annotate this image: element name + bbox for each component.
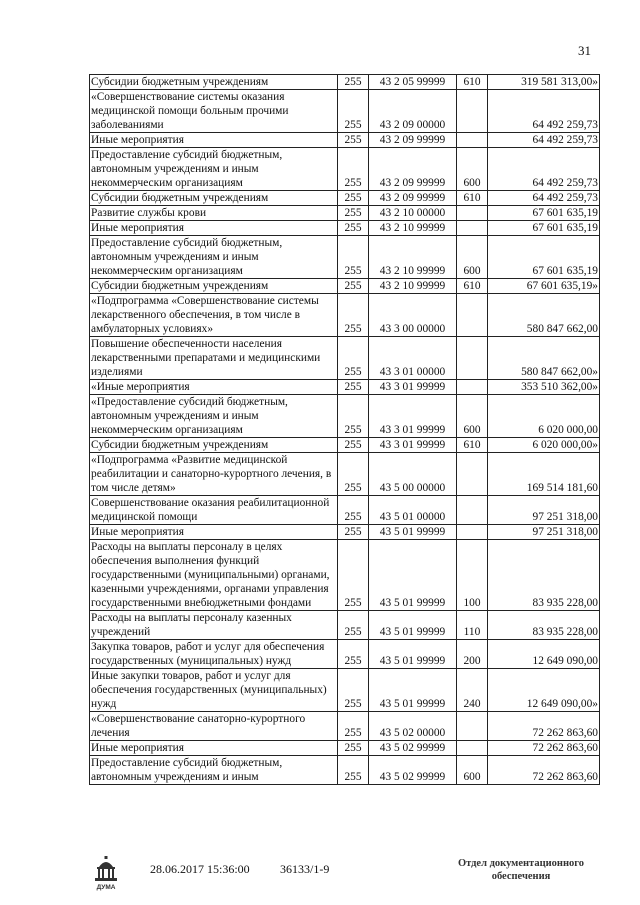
cell-target-code: 43 2 09 00000: [369, 90, 457, 133]
table-row: [90, 525, 600, 540]
cell-ministry-code: 255: [338, 395, 369, 438]
table-row: [90, 395, 600, 438]
cell-target-code: 43 2 09 99999: [369, 191, 457, 206]
cell-name: «Совершенствование системы оказания медицинской помощи больным прочими заболеваниями: [90, 90, 338, 133]
cell-name: Предоставление субсидий бюджетным, автономным учреждениям и иным некоммерческим организациям: [90, 148, 338, 191]
cell-amount: 12 649 090,00: [488, 640, 600, 669]
cell-ministry-code: 255: [338, 640, 369, 669]
stamp-line-2: обеспечения: [491, 871, 551, 882]
cell-expense-type: [457, 496, 488, 525]
cell-ministry-code: 255: [338, 75, 369, 90]
table-row: [90, 221, 600, 236]
cell-target-code: 43 2 09 99999: [369, 148, 457, 191]
stamp-line-1: Отдел документационного: [457, 858, 585, 869]
page-number: 31: [578, 43, 591, 58]
cell-name: «Подпрограмма «Совершенствование системы лекарственного обеспечения, в том числе в амбулаторных условиях»: [90, 294, 338, 337]
cell-ministry-code: 255: [338, 453, 369, 496]
cell-expense-type: 240: [457, 669, 488, 712]
cell-name: Предоставление субсидий бюджетным, автономным учреждениям и иным: [90, 756, 338, 785]
cell-name: Иные мероприятия: [90, 221, 338, 236]
cell-amount: 83 935 228,00: [488, 540, 600, 611]
cell-ministry-code: 255: [338, 148, 369, 191]
table-row: [90, 294, 600, 337]
cell-expense-type: [457, 206, 488, 221]
cell-name: Субсидии бюджетным учреждениям: [90, 191, 338, 206]
cell-ministry-code: 255: [338, 294, 369, 337]
cell-amount: 67 601 635,19»: [488, 279, 600, 294]
cell-ministry-code: 255: [338, 380, 369, 395]
cell-name: Закупка товаров, работ и услуг для обеспечения государственных (муниципальных) нужд: [90, 640, 338, 669]
cell-name: «Совершенствование санаторно-курортного лечения: [90, 712, 338, 741]
cell-expense-type: 610: [457, 279, 488, 294]
cell-target-code: 43 5 01 99999: [369, 525, 457, 540]
cell-target-code: 43 5 02 99999: [369, 741, 457, 756]
cell-amount: 580 847 662,00»: [488, 337, 600, 380]
footer-datetime: 28.06.2017 15:36:00: [150, 862, 250, 876]
logo-caption: ДУМА: [96, 884, 116, 891]
cell-amount: 64 492 259,73: [488, 90, 600, 133]
cell-amount: 72 262 863,60: [488, 756, 600, 785]
cell-name: Расходы на выплаты персоналу в целях обеспечения выполнения функций государственными (муниципальными) органами, казенными учреждениями, органами управления государственными внебюджетными фондами: [90, 540, 338, 611]
cell-ministry-code: 255: [338, 221, 369, 236]
cell-target-code: 43 2 09 99999: [369, 133, 457, 148]
cell-ministry-code: 255: [338, 337, 369, 380]
cell-expense-type: 610: [457, 75, 488, 90]
cell-expense-type: 200: [457, 640, 488, 669]
table-row: [90, 191, 600, 206]
cell-name: Развитие службы крови: [90, 206, 338, 221]
table-row: [90, 206, 600, 221]
table-row: [90, 75, 600, 90]
table-row: [90, 148, 600, 191]
cell-ministry-code: 255: [338, 279, 369, 294]
cell-name: Иные мероприятия: [90, 741, 338, 756]
cell-ministry-code: 255: [338, 611, 369, 640]
budget-table-body: [90, 75, 600, 785]
cell-name: Субсидии бюджетным учреждениям: [90, 75, 338, 90]
table-row: [90, 669, 600, 712]
table-row: [90, 611, 600, 640]
table-row: [90, 640, 600, 669]
cell-ministry-code: 255: [338, 756, 369, 785]
table-row: [90, 756, 600, 785]
cell-expense-type: 100: [457, 540, 488, 611]
cell-expense-type: 600: [457, 756, 488, 785]
cell-target-code: 43 5 01 99999: [369, 540, 457, 611]
cell-ministry-code: 255: [338, 669, 369, 712]
cell-name: «Иные мероприятия: [90, 380, 338, 395]
cell-amount: 6 020 000,00»: [488, 438, 600, 453]
cell-amount: 319 581 313,00»: [488, 75, 600, 90]
cell-target-code: 43 5 02 99999: [369, 756, 457, 785]
cell-ministry-code: 255: [338, 496, 369, 525]
cell-expense-type: 110: [457, 611, 488, 640]
cell-ministry-code: 255: [338, 525, 369, 540]
cell-amount: 83 935 228,00: [488, 611, 600, 640]
cell-expense-type: 610: [457, 438, 488, 453]
cell-amount: 67 601 635,19: [488, 221, 600, 236]
table-row: [90, 133, 600, 148]
cell-amount: 64 492 259,73: [488, 148, 600, 191]
table-row: [90, 90, 600, 133]
cell-name: «Подпрограмма «Развитие медицинской реабилитации и санаторно-курортного лечения, в том числе детям»: [90, 453, 338, 496]
cell-expense-type: [457, 741, 488, 756]
cell-ministry-code: 255: [338, 90, 369, 133]
cell-name: Иные мероприятия: [90, 525, 338, 540]
cell-expense-type: [457, 525, 488, 540]
cell-amount: 169 514 181,60: [488, 453, 600, 496]
cell-expense-type: [457, 294, 488, 337]
table-row: [90, 380, 600, 395]
cell-expense-type: 600: [457, 236, 488, 279]
cell-expense-type: 600: [457, 395, 488, 438]
cell-target-code: 43 5 02 00000: [369, 712, 457, 741]
cell-expense-type: [457, 453, 488, 496]
cell-amount: 67 601 635,19: [488, 236, 600, 279]
cell-expense-type: [457, 90, 488, 133]
table-row: [90, 741, 600, 756]
cell-target-code: 43 3 01 99999: [369, 395, 457, 438]
cell-target-code: 43 5 01 00000: [369, 496, 457, 525]
table-row: [90, 540, 600, 611]
duma-logo-icon: [93, 855, 119, 891]
table-row: [90, 496, 600, 525]
cell-amount: 97 251 318,00: [488, 496, 600, 525]
cell-expense-type: 600: [457, 148, 488, 191]
cell-name: Субсидии бюджетным учреждениям: [90, 438, 338, 453]
cell-target-code: 43 2 10 99999: [369, 236, 457, 279]
table-row: [90, 337, 600, 380]
cell-ministry-code: 255: [338, 206, 369, 221]
cell-amount: 67 601 635,19: [488, 206, 600, 221]
cell-target-code: 43 3 01 99999: [369, 438, 457, 453]
cell-ministry-code: 255: [338, 236, 369, 279]
table-row: [90, 712, 600, 741]
cell-target-code: 43 3 00 00000: [369, 294, 457, 337]
cell-amount: 6 020 000,00: [488, 395, 600, 438]
cell-expense-type: 610: [457, 191, 488, 206]
table-row: [90, 453, 600, 496]
cell-ministry-code: 255: [338, 741, 369, 756]
cell-amount: 72 262 863,60: [488, 741, 600, 756]
cell-name: Иные закупки товаров, работ и услуг для обеспечения государственных (муниципальных) нужд: [90, 669, 338, 712]
cell-target-code: 43 2 10 99999: [369, 221, 457, 236]
cell-ministry-code: 255: [338, 712, 369, 741]
table-row: [90, 279, 600, 294]
cell-target-code: 43 3 01 99999: [369, 380, 457, 395]
cell-amount: 72 262 863,60: [488, 712, 600, 741]
cell-expense-type: [457, 337, 488, 380]
cell-expense-type: [457, 221, 488, 236]
cell-ministry-code: 255: [338, 438, 369, 453]
cell-target-code: 43 5 00 00000: [369, 453, 457, 496]
cell-amount: 97 251 318,00: [488, 525, 600, 540]
cell-name: Расходы на выплаты персоналу казенных учреждений: [90, 611, 338, 640]
cell-expense-type: [457, 712, 488, 741]
cell-name: «Предоставление субсидий бюджетным, автономным учреждениям и иным некоммерческим организациям: [90, 395, 338, 438]
cell-target-code: 43 5 01 99999: [369, 669, 457, 712]
cell-amount: 580 847 662,00: [488, 294, 600, 337]
cell-amount: 353 510 362,00»: [488, 380, 600, 395]
cell-name: Предоставление субсидий бюджетным, автономным учреждениям и иным некоммерческим организациям: [90, 236, 338, 279]
cell-expense-type: [457, 380, 488, 395]
cell-name: Иные мероприятия: [90, 133, 338, 148]
cell-target-code: 43 3 01 00000: [369, 337, 457, 380]
table-row: [90, 236, 600, 279]
cell-ministry-code: 255: [338, 191, 369, 206]
cell-target-code: 43 2 10 00000: [369, 206, 457, 221]
cell-target-code: 43 5 01 99999: [369, 611, 457, 640]
cell-amount: 64 492 259,73: [488, 191, 600, 206]
cell-expense-type: [457, 133, 488, 148]
cell-target-code: 43 5 01 99999: [369, 640, 457, 669]
cell-amount: 12 649 090,00»: [488, 669, 600, 712]
department-stamp: [455, 857, 587, 883]
cell-target-code: 43 2 10 99999: [369, 279, 457, 294]
cell-target-code: 43 2 05 99999: [369, 75, 457, 90]
cell-name: Совершенствование оказания реабилитационной медицинской помощи: [90, 496, 338, 525]
table-row: [90, 438, 600, 453]
cell-name: Субсидии бюджетным учреждениям: [90, 279, 338, 294]
cell-name: Повышение обеспеченности населения лекарственными препаратами и медицинскими изделиями: [90, 337, 338, 380]
cell-ministry-code: 255: [338, 540, 369, 611]
footer-doc-number: 36133/1-9: [280, 862, 330, 876]
budget-table: [89, 74, 600, 785]
cell-amount: 64 492 259,73: [488, 133, 600, 148]
cell-ministry-code: 255: [338, 133, 369, 148]
